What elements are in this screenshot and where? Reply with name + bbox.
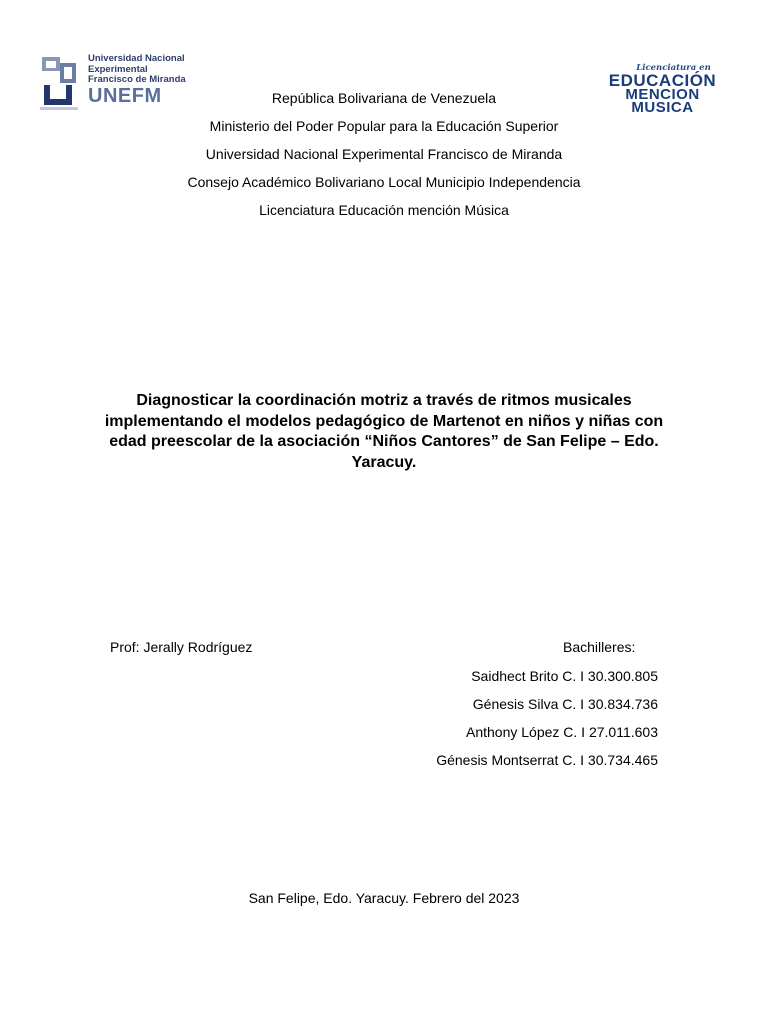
student-item: Génesis Montserrat C. I 30.734.465 <box>436 752 658 768</box>
header-line-republic: República Bolivariana de Venezuela <box>271 90 497 106</box>
university-name-line-2: Experimental <box>88 63 148 75</box>
music-logo-licenciatura: Licenciatura en <box>636 63 711 73</box>
professor-name: Prof: Jerally Rodríguez <box>110 639 253 655</box>
students-list <box>436 662 658 774</box>
university-name <box>88 54 186 86</box>
student-item: Génesis Silva C. I 30.834.736 <box>472 696 658 712</box>
student-item: Saidhect Brito C. I 30.300.805 <box>471 668 658 684</box>
music-logo-line-2: MENCION <box>625 86 700 103</box>
place-date: San Felipe, Edo. Yaracuy. Febrero del 2023 <box>248 890 520 906</box>
header-line-ministry: Ministerio del Poder Popular para la Educación Superior <box>209 118 559 134</box>
music-logo-line-1: EDUCACIÓN <box>608 71 717 90</box>
university-name-line-1: Universidad Nacional <box>88 53 185 64</box>
music-logo-line-3: MUSICA <box>631 99 694 116</box>
document-title: Diagnosticar la coordinación motriz a través de ritmos musicales implementando el modelos pedagógico de Martenot en niños y niñas con edad preescolar de la asociación “Niños Cantores” de San Felipe – Edo. Yaracuy. <box>104 392 664 471</box>
header-line-university: Universidad Nacional Experimental Francisco de Miranda <box>205 146 563 162</box>
student-item: Anthony López C. I 27.011.603 <box>466 724 658 740</box>
university-acronym: UNEFM <box>88 85 162 107</box>
institution-header <box>0 84 768 224</box>
header-line-council: Consejo Académico Bolivariano Local Municipio Independencia <box>187 174 581 190</box>
students-label: Bachilleres: <box>563 639 636 655</box>
university-name-line-3: Francisco de Miranda <box>88 74 186 85</box>
header-line-degree: Licenciatura Educación mención Música <box>259 202 509 218</box>
